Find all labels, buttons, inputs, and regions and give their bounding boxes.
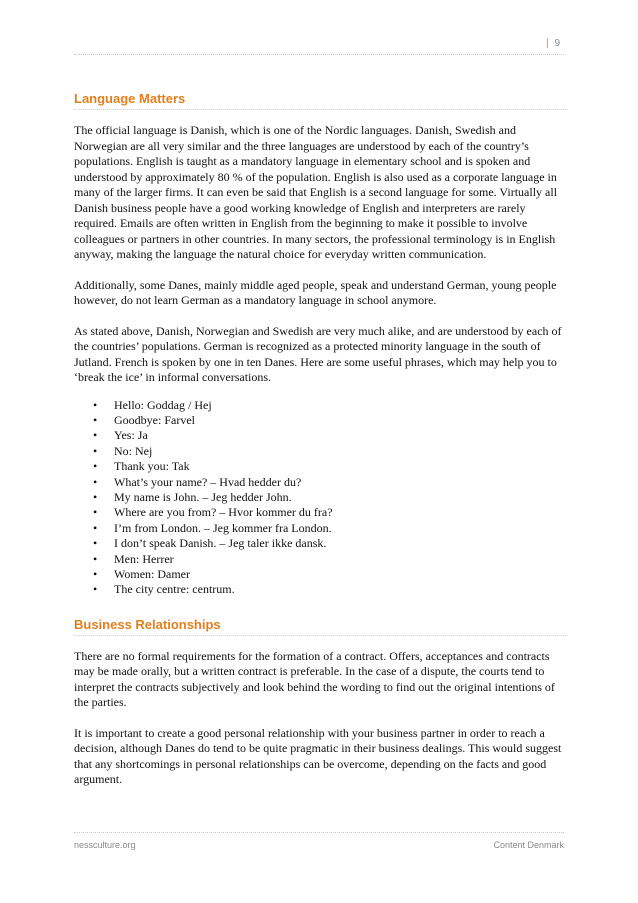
section-business-relationships — [74, 617, 568, 788]
phrase-item: • Goodbye: Farvel — [93, 412, 195, 427]
phrase-item: • Where are you from? – Hvor kommer du fra? — [93, 505, 333, 520]
bullet-icon: • — [93, 489, 98, 504]
phrase-item: • Hello: Goddag / Hej — [93, 397, 212, 412]
bullet-icon: • — [93, 443, 98, 458]
phrase-item: • Thank you: Tak — [93, 459, 190, 474]
paragraph-useful-phrases-intro: As stated above, Danish, Norwegian and Swedish are very much alike, and are understood by each of the countries’ populations. German is recognized as a protected minority language in the south of Jutland. French is spoken by one in ten Danes. Here are some useful phrases, which may help you to ‘break the ice’ in informal conversations. — [74, 323, 562, 384]
paragraph-german: Additionally, some Danes, mainly middle aged people, speak and understand German, young people however, do not learn German as a mandatory language in school anymore. — [74, 277, 557, 307]
footer-divider — [74, 832, 564, 833]
page-number-bar: | — [546, 38, 549, 49]
bullet-icon: • — [93, 551, 98, 566]
phrase-item: • My name is John. – Jeg hedder John. — [93, 489, 292, 504]
header-divider — [74, 54, 564, 55]
phrase-item: • Men: Herrer — [93, 551, 174, 566]
bullet-icon: • — [93, 412, 98, 427]
phrase-item: • The city centre: centrum. — [93, 582, 235, 597]
bullet-icon: • — [93, 428, 98, 443]
section-title-business-relationships: Business Relationships — [74, 617, 568, 636]
page-number — [546, 38, 560, 49]
phrase-list — [74, 398, 568, 598]
phrase-item: • I don’t speak Danish. – Jeg taler ikke dansk. — [93, 536, 327, 551]
paragraph-contracts: There are no formal requirements for the formation of a contract. Offers, acceptances and contracts may be made orally, but a written contract is preferable. In the case of a dispute, the courts tend to interpret the contracts subjectively and look behind the wording to find out the original intentions of the parties. — [74, 648, 555, 710]
phrase-item: • I’m from London. – Jeg kommer fra London. — [93, 520, 332, 535]
document-body — [74, 91, 568, 788]
phrase-item: • No: Nej — [93, 443, 153, 458]
page-number-value: 9 — [554, 38, 560, 49]
bullet-icon: • — [93, 474, 98, 489]
footer-website: nessculture.org — [74, 840, 136, 850]
phrase-item: • Women: Damer — [93, 566, 191, 581]
bullet-icon: • — [93, 397, 98, 412]
bullet-icon: • — [93, 566, 98, 581]
bullet-icon: • — [93, 520, 98, 535]
phrase-item: • What’s your name? – Hvad hedder du? — [93, 474, 302, 489]
paragraph-official-language: The official language is Danish, which is one of the Nordic languages. Danish, Swedish and Norwegian are all very similar and the three languages are understood by each of the country’s populations. English is taught as a mandatory language in elementary school and is spoken and understood by approximately 80 % of the population. English is also used as a corporate language in many of the larger firms. It can even be said that English is a second language for some. Virtually all Danish business people have a good working knowledge of English and interpreters are rarely required. Emails are often written in English from the beginning to make it possible to involve colleagues or partners in other countries. In many sectors, the professional terminology is in English anyway, making the language the natural choice for everyday written communication. — [74, 123, 558, 261]
footer-section-label: Content Denmark — [493, 840, 564, 850]
bullet-icon: • — [93, 536, 98, 551]
bullet-icon: • — [93, 459, 98, 474]
bullet-icon: • — [93, 582, 98, 597]
paragraph-personal-relationship: It is important to create a good personal relationship with your business partner in order to reach a decision, although Danes do tend to be quite pragmatic in their business dealings. This would suggest that any shortcomings in personal relationships can be overcome, depending on the facts and good argument. — [74, 725, 562, 787]
phrase-item: • Yes: Ja — [93, 428, 148, 443]
section-title-language-matters: Language Matters — [74, 91, 568, 110]
bullet-icon: • — [93, 505, 98, 520]
